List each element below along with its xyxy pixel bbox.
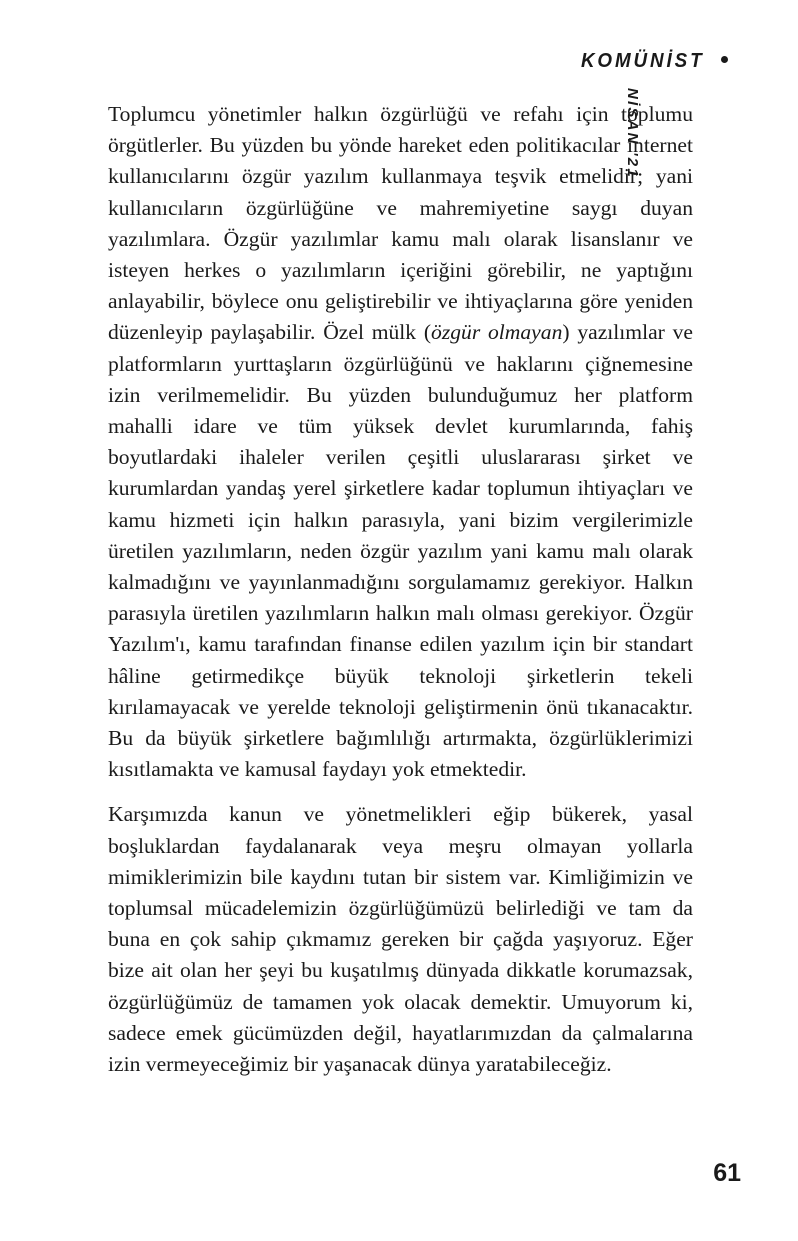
magazine-title: KOMÜNİST	[580, 50, 705, 72]
bullet-separator-icon	[721, 56, 728, 63]
page-number: 61	[713, 1159, 741, 1187]
body-paragraph: Karşımızda kanun ve yönetmelikleri eğip bükerek, yasal boşluklardan faydalanarak veya meşru olmayan yollarla mimiklerimizin bile kaydını tutan bir sistem var. Kimliğimizin ve toplumsal mücadelemizin özgürlüğümüzü belirlediği ve tam da buna en çok sahip çıkmamız gereken bir çağda yaşıyoruz. Eğer bize ait olan her şeyi bu kuşatılmış dünyada dikkatle korumazsak, özgürlüğümüz de tamamen yok olacak demektir. Umuyorum ki, sadece emek gücümüzden değil, hayatlarımızdan da çalmalarına izin vermeyeceğimiz bir yaşanacak dünya yaratabileceğiz.	[108, 802, 693, 1077]
body-paragraph: Toplumcu yönetimler halkın özgürlüğü ve refahı için toplumu örgütlerler. Bu yüzden bu yönde hareket eden politikacılar internet kullanıcılarını özgür yazılım kullanmaya teşvik etmelidir; yani kullanıcıların özgürlüğüne ve mahremiyetine saygı duyan yazılımlara. Özgür yazılımlar kamu malı olarak lisanslanır ve isteyen herkes o yazılımların içeriğini görebilir, ne yaptığını anlayabilir, böylece onu geliştirebilir ve ihtiyaçlarına göre yeniden düzenleyip paylaşabilir. Özel mülk (özgür olmayan) yazılımlar ve platformların yurttaşların özgürlüğünü ve haklarını çiğnemesine izin verilmemelidir. Bu yüzden bulunduğumuz her platform mahalli idare ve tüm yüksek devlet kurumlarında, fahiş boyutlardaki ihaleler verilen çeşitli uluslararası şirket ve kurumlardan yandaş yerel şirketlere kadar toplumun ihtiyaçları ve kamu hizmeti için halkın parasıyla, yani bizim vergilerimizle üretilen yazılımların, neden özgür yazılım yani kamu malı olarak kalmadığını ve yayınlanmadığını sorgulamamız gerekiyor. Halkın parasıyla üretilen yazılımların halkın malı olması gerekiyor. Özgür Yazılım'ı, kamu tarafından finanse edilen yazılım için bir standart hâline getirmedikçe büyük teknoloji şirketlerin tekeli kırılamayacak ve yerelde teknoloji geliştirmenin önü tıkanacaktır. Bu da büyük şirketlere bağımlılığı artırmakta, özgürlüklerimizi kısıtlamakta ve kamusal faydayı yok etmektedir.	[108, 102, 693, 782]
issue-date-label: NİSAN '21	[624, 88, 641, 179]
article-body	[108, 99, 693, 1080]
emphasized-text: özgür olmayan	[431, 320, 563, 345]
running-header	[577, 51, 728, 71]
